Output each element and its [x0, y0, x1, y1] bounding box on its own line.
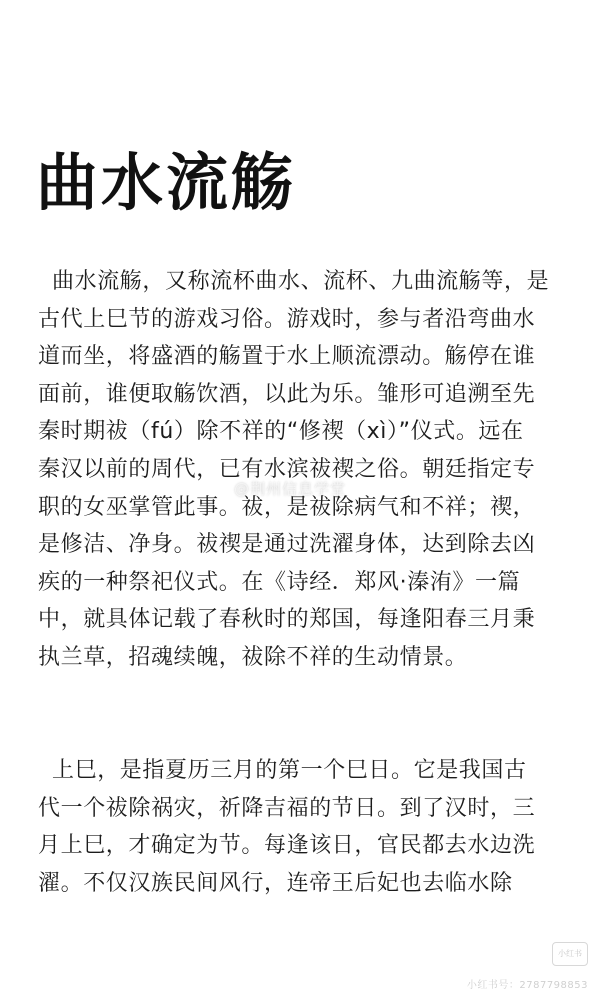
text-line: 道而坐，将盛酒的觞置于水上顺流漂动。觞停在谁: [38, 344, 536, 370]
text-line: 古代上巳节的游戏习俗。游戏时，参与者沿弯曲水: [38, 306, 536, 332]
text-line: 中，就具体记载了春秋时的郑国，每逢阳春三月秉: [38, 607, 536, 633]
text-line: 上巳，是指夏历三月的第一个巳日。它是我国古: [52, 758, 527, 783]
paragraph-2: [38, 752, 566, 902]
watermark-logo: 小红书: [552, 942, 588, 966]
article-title: 曲水流觞: [36, 146, 297, 219]
text-line: 月上巳，才确定为节。每逢该日，官民都去水边洗: [38, 833, 536, 859]
text-line: 职的女巫掌管此事。祓，是祓除病气和不祥；禊，: [38, 494, 536, 520]
text-line: 曲水流觞，又称流杯曲水、流杯、九曲流觞等，是: [52, 269, 550, 294]
text-line: 秦时期祓（fú）除不祥的“修禊（xì）”仪式。远在: [38, 419, 524, 445]
text-line: 是修洁、净身。祓禊是通过洗濯身体，达到除去凶: [38, 532, 536, 558]
text-line: 秦汉以前的周代，已有水滨祓禊之俗。朝廷指定专: [38, 456, 536, 482]
paragraph-1: [38, 263, 566, 677]
text-line: 代一个祓除祸灾，祈降吉福的节日。到了汉时，三: [38, 795, 536, 821]
text-line: 面前，谁便取觞饮酒，以此为乐。雏形可追溯至先: [38, 381, 536, 407]
text-line: 执兰草，招魂续魄，祓除不祥的生动情景。: [38, 644, 468, 670]
watermark-id: 小红书号：2787798853: [466, 980, 588, 991]
text-line: 濯。不仅汉族民间风行，连帝王后妃也去临水除: [38, 870, 513, 896]
watermark-text: @荆州信息学堂: [234, 480, 347, 498]
text-line: 疾的一种祭祀仪式。在《诗经．郑风·溱洧》一篇: [38, 569, 521, 595]
